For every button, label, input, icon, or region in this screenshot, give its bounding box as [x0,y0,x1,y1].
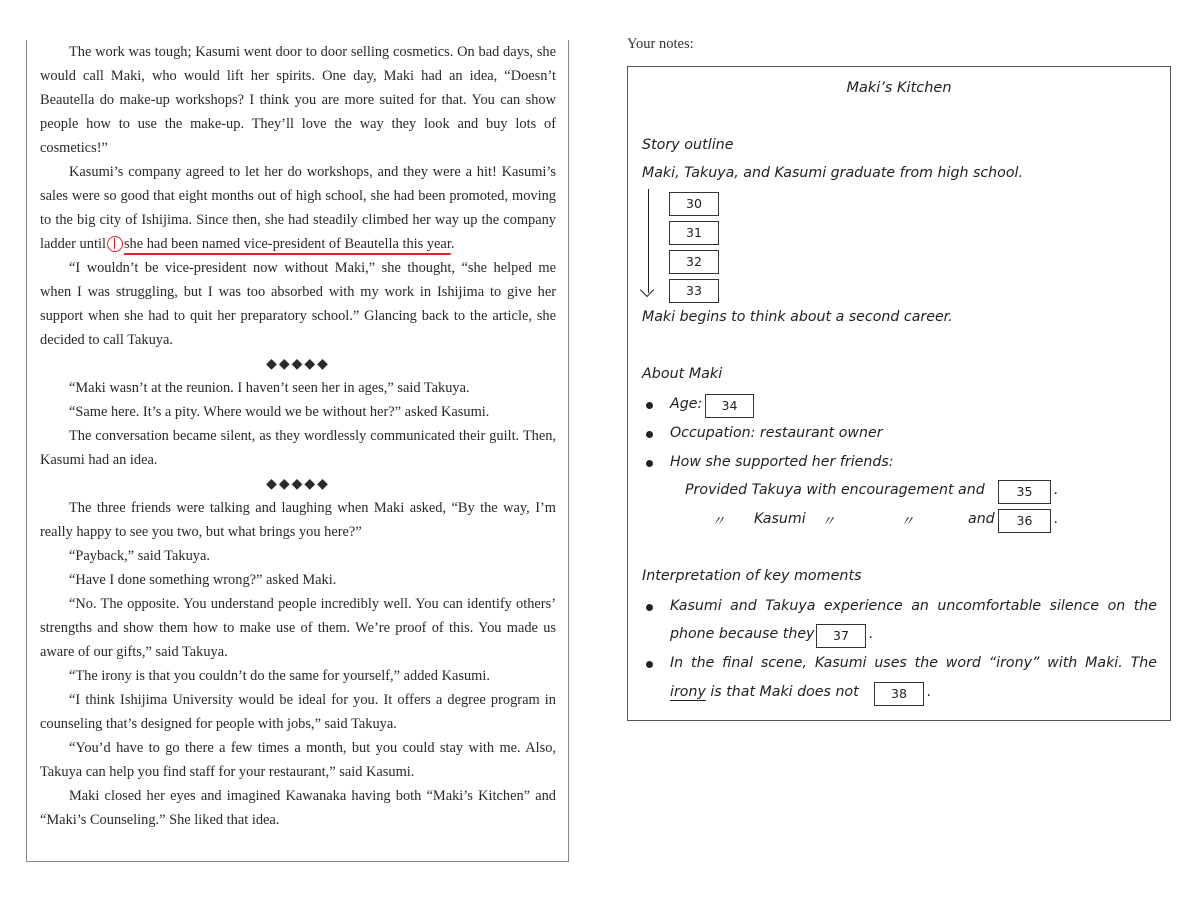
story-paragraph: The conversation became silent, as they wordlessly communicated their guilt. Then, Kasumi had an idea. [40,428,556,468]
interpretation-1-line1: Kasumi and Takuya experience an uncomfortable silence on the [670,598,1157,614]
answer-box-38[interactable]: 38 [874,682,924,706]
period-text: . [869,626,874,642]
story-paragraph: “You’d have to go there a few times a month, but you could stay with me. Also, Takuya can help you find staff for your restaurant,” said Kasumi. [40,740,556,780]
answer-box-31[interactable]: 31 [669,221,719,245]
bullet-icon [646,604,653,611]
underlined-phrase: she had been named vice-president of Beautella this year [123,236,451,252]
story-paragraph: “I wouldn’t be vice-president now without Maki,” she thought, “she helped me when I was struggling, but I was too absorbed with my work in Ishijima to give her support when she had to quit her preparatory school.” Glancing back to the article, she decided to call Takuya. [40,260,556,348]
support-takuya: Provided Takuya with encouragement and [685,482,985,498]
ditto-mark: 〃 [711,514,726,530]
and-text: and [968,511,995,527]
answer-box-34[interactable]: 34 [705,394,754,418]
story-paragraph: “No. The opposite. You understand people incredibly well. You can identify others’ strengths and show them how to make use of them. We’re proof of this. You made us aware of our gifts,” said Takuya. [40,596,556,660]
interpretation-2-line1: In the final scene, Kasumi uses the word “irony” with Maki. The [670,655,1157,671]
answer-box-32[interactable]: 32 [669,250,719,274]
section-heading-interpretation: Interpretation of key moments [642,568,862,584]
story-paragraph-promotion [40,160,556,256]
story-text-span: Kasumi’s company agreed to let her do workshops, and they were a hit! Kasumi’s sales were so good that eight months out of high school, she had been promoted, moving to the big city of Ishijima. Since then, she had steadily climbed her way up the company ladder until [40,164,556,252]
section-heading-about: About Maki [642,366,723,382]
story-page [26,40,569,862]
bullet-icon [646,431,653,438]
story-paragraph: “Payback,” said Takuya. [69,548,210,564]
interpretation-1-line2: phone because they [670,626,815,642]
story-text-span: . [450,236,455,252]
story-text [40,40,556,832]
bullet-icon [646,460,653,467]
notes-title: Maki’s Kitchen [846,80,952,96]
scene-divider: ◆◆◆◆◆ [266,476,330,492]
story-paragraph: “The irony is that you couldn’t do the same for yourself,” added Kasumi. [69,668,490,684]
answer-box-37[interactable]: 37 [816,624,866,648]
story-paragraph: The work was tough; Kasumi went door to door selling cosmetics. On bad days, she would call Maki, who would lift her spirits. One day, Maki had an idea, “Doesn’t Beautella do make-up workshops? I think you are more suited for that. You can show people how to use the make-up. They’ll love the way they look and buy lots of cosmetics!” [40,44,556,156]
notes-panel [627,66,1171,721]
section-heading-outline: Story outline [642,137,734,153]
interpretation-2-line2 [670,684,859,700]
arrow-down-icon [640,283,654,297]
bullet-icon [646,661,653,668]
timeline-arrow [648,189,649,293]
outline-end: Maki begins to think about a second career. [642,309,953,325]
age-label: Age: [670,396,703,412]
occupation-text: Occupation: restaurant owner [670,425,883,441]
period-text: . [1054,511,1059,527]
interpretation-2-rest: is that Maki does not [710,684,859,700]
irony-word: irony [670,684,706,700]
answer-box-33[interactable]: 33 [669,279,719,303]
answer-box-30[interactable]: 30 [669,192,719,216]
support-label: How she supported her friends: [670,454,894,470]
ditto-mark: 〃 [900,514,915,530]
outline-start: Maki, Takuya, and Kasumi graduate from high school. [642,165,1023,181]
story-paragraph: “Have I done something wrong?” asked Maki. [69,572,337,588]
notes-heading: Your notes: [627,36,694,52]
support-kasumi: Kasumi [754,511,806,527]
answer-box-35[interactable]: 35 [998,480,1051,504]
story-paragraph: The three friends were talking and laughing when Maki asked, “By the way, I’m really happy to see you two, but what brings you here?” [40,500,556,540]
scene-divider: ◆◆◆◆◆ [266,356,330,372]
story-paragraph: “Same here. It’s a pity. Where would we be without her?” asked Kasumi. [69,404,490,420]
period-text: . [927,684,932,700]
story-paragraph: “I think Ishijima University would be ideal for you. It offers a degree program in counseling that’s designed for people with jobs,” said Takuya. [40,692,556,732]
story-paragraph: Maki closed her eyes and imagined Kawanaka having both “Maki’s Kitchen” and “Maki’s Counseling.” She liked that idea. [40,788,556,828]
period-text: . [1054,482,1059,498]
ditto-mark: 〃 [821,514,836,530]
answer-box-36[interactable]: 36 [998,509,1051,533]
insertion-mark-icon [107,236,123,252]
bullet-icon [646,402,653,409]
story-paragraph: “Maki wasn’t at the reunion. I haven’t seen her in ages,” said Takuya. [69,380,470,396]
